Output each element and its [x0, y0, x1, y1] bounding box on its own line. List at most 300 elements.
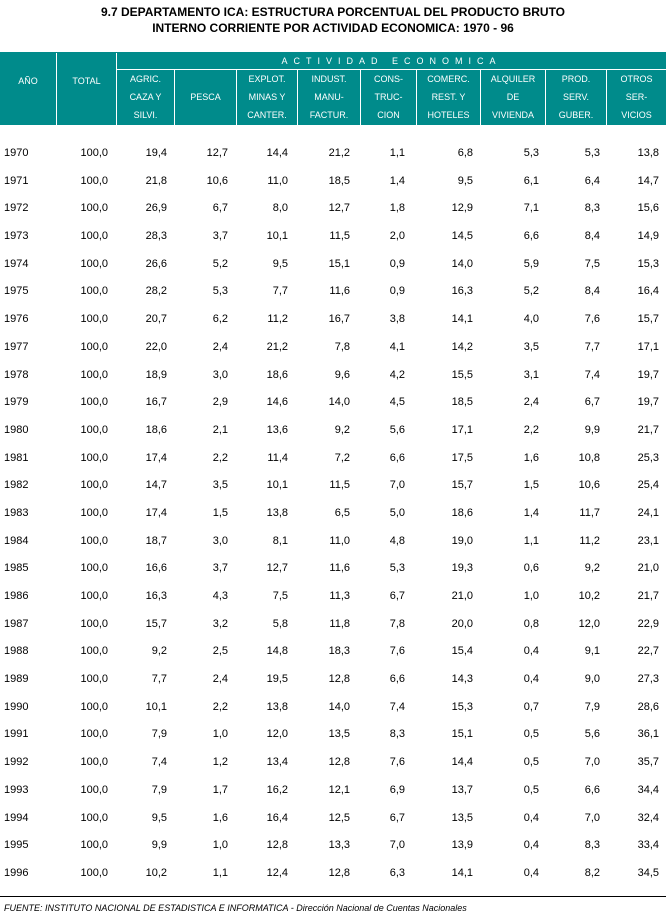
cell-indust: 11,6	[329, 285, 350, 298]
cell-alquiler: 3,5	[523, 340, 539, 353]
cell-comerc: 19,3	[451, 562, 473, 575]
cell-constr: 6,3	[389, 866, 405, 879]
table-row	[0, 416, 666, 444]
table-row	[0, 333, 666, 361]
cell-alquiler: 1,6	[523, 451, 539, 464]
cell-pesca: 5,2	[212, 257, 228, 270]
cell-otros: 14,9	[637, 230, 659, 243]
cell-agric: 9,2	[151, 645, 167, 658]
cell-indust: 12,1	[328, 783, 350, 796]
cell-prod: 11,2	[579, 534, 600, 547]
header-explot: EXPLOT. MINAS Y CANTER.	[247, 74, 287, 120]
cell-otros: 23,1	[637, 534, 659, 547]
cell-agric: 17,4	[145, 451, 167, 464]
table-row	[0, 444, 666, 472]
cell-alquiler: 6,1	[523, 174, 539, 187]
cell-prod: 7,7	[584, 340, 600, 353]
cell-total: 100,0	[80, 479, 108, 492]
cell-comerc: 13,9	[451, 839, 473, 852]
cell-total: 100,0	[80, 506, 108, 519]
cell-agric: 28,3	[145, 230, 167, 243]
cell-constr: 5,6	[389, 423, 405, 436]
table-row	[0, 250, 666, 278]
cell-constr: 7,6	[389, 645, 405, 658]
cell-comerc: 12,9	[451, 202, 473, 215]
cell-alquiler: 0,4	[523, 866, 539, 879]
cell-comerc: 14,1	[451, 313, 473, 326]
cell-constr: 7,6	[389, 756, 405, 769]
cell-total: 100,0	[80, 230, 108, 243]
cell-explot: 14,4	[266, 147, 288, 159]
cell-otros: 36,1	[637, 728, 659, 741]
cell-constr: 7,0	[389, 839, 405, 852]
table-title-line1: 9.7 DEPARTAMENTO ICA: ESTRUCTURA PORCENTUAL DEL PRODUCTO BRUTO	[100, 5, 566, 19]
table-row	[0, 610, 666, 638]
cell-otros: 15,6	[637, 202, 659, 215]
cell-constr: 6,7	[389, 590, 405, 602]
cell-alquiler: 0,4	[523, 673, 539, 686]
cell-comerc: 13,5	[451, 811, 473, 824]
cell-alquiler: 4,0	[523, 313, 539, 326]
cell-total: 100,0	[80, 756, 108, 769]
cell-year: 1974	[4, 257, 29, 270]
cell-year: 1996	[4, 866, 29, 879]
cell-otros: 25,4	[637, 479, 659, 492]
cell-agric: 19,4	[145, 147, 167, 159]
table-row	[0, 637, 666, 665]
cell-otros: 15,3	[637, 257, 659, 270]
table-row	[0, 471, 666, 499]
cell-agric: 16,7	[145, 396, 167, 409]
cell-explot: 11,2	[267, 313, 288, 326]
cell-prod: 10,6	[578, 479, 600, 492]
cell-year: 1973	[4, 230, 29, 243]
header-year: AÑO	[18, 76, 38, 86]
cell-pesca: 1,0	[212, 839, 228, 852]
cell-alquiler: 1,1	[523, 534, 539, 547]
cell-year: 1993	[4, 783, 29, 796]
cell-pesca: 1,6	[212, 811, 228, 824]
cell-pesca: 2,9	[212, 396, 228, 409]
cell-year: 1979	[4, 396, 29, 409]
cell-prod: 9,9	[584, 423, 600, 436]
cell-explot: 8,1	[272, 534, 288, 547]
cell-agric: 26,6	[145, 257, 167, 270]
cell-constr: 7,8	[389, 617, 405, 630]
cell-constr: 7,0	[389, 479, 405, 492]
cell-agric: 10,1	[145, 700, 167, 713]
footer-rule	[0, 896, 666, 897]
cell-total: 100,0	[80, 700, 108, 713]
header-activity-span: ACTIVIDAD ECONOMICA	[281, 56, 502, 66]
cell-explot: 12,0	[266, 728, 288, 741]
cell-alquiler: 0,5	[523, 756, 539, 769]
cell-year: 1970	[4, 147, 29, 159]
cell-comerc: 14,5	[451, 230, 473, 243]
cell-year: 1977	[4, 340, 29, 353]
cell-pesca: 5,3	[212, 285, 228, 298]
cell-prod: 6,6	[584, 783, 600, 796]
cell-indust: 12,7	[328, 202, 350, 215]
cell-otros: 25,3	[637, 451, 659, 464]
cell-constr: 1,4	[389, 174, 405, 187]
cell-pesca: 2,2	[212, 700, 228, 713]
cell-otros: 33,4	[637, 839, 659, 852]
cell-total: 100,0	[80, 645, 108, 658]
table-row	[0, 859, 666, 887]
cell-total: 100,0	[80, 783, 108, 796]
cell-comerc: 14,4	[451, 756, 473, 769]
table-row	[0, 831, 666, 859]
cell-prod: 7,0	[584, 811, 600, 824]
header-alquiler: ALQUILER DE VIVIENDA	[490, 74, 536, 120]
cell-total: 100,0	[80, 202, 108, 215]
cell-alquiler: 0,5	[523, 728, 539, 741]
table-row	[0, 748, 666, 776]
cell-total: 100,0	[80, 451, 108, 464]
cell-alquiler: 1,5	[523, 479, 539, 492]
cell-year: 1972	[4, 202, 29, 215]
cell-otros: 14,7	[637, 174, 659, 187]
cell-year: 1978	[4, 368, 29, 381]
cell-alquiler: 5,2	[523, 285, 539, 298]
cell-explot: 13,8	[266, 700, 288, 713]
cell-total: 100,0	[80, 617, 108, 630]
cell-pesca: 1,1	[212, 866, 228, 879]
cell-total: 100,0	[80, 839, 108, 852]
table-row	[0, 222, 666, 250]
cell-year: 1994	[4, 811, 29, 824]
cell-indust: 13,5	[328, 728, 350, 741]
cell-constr: 2,0	[389, 230, 405, 243]
cell-comerc: 15,1	[451, 728, 473, 741]
cell-comerc: 20,0	[451, 617, 473, 630]
cell-prod: 8,3	[584, 839, 600, 852]
cell-prod: 5,3	[584, 147, 600, 159]
cell-comerc: 14,2	[451, 340, 473, 353]
cell-comerc: 14,3	[451, 673, 473, 686]
cell-indust: 12,8	[328, 756, 350, 769]
header-indust: INDUST. MANU- FACTUR.	[309, 74, 349, 120]
cell-year: 1987	[4, 617, 29, 630]
header-agric: AGRIC. CAZA Y SILVI.	[129, 74, 162, 120]
cell-constr: 4,5	[389, 396, 405, 409]
table-row	[0, 804, 666, 832]
table-title-line2: INTERNO CORRIENTE POR ACTIVIDAD ECONOMICA: 1970 - 96	[152, 21, 514, 35]
cell-agric: 14,7	[145, 479, 167, 492]
cell-indust: 12,8	[328, 673, 350, 686]
cell-constr: 6,7	[389, 811, 405, 824]
cell-pesca: 2,4	[212, 340, 228, 353]
cell-pesca: 1,0	[212, 728, 228, 741]
cell-pesca: 2,1	[212, 423, 228, 436]
cell-comerc: 14,1	[451, 866, 473, 879]
cell-constr: 1,1	[389, 147, 405, 159]
header-comerc: COMERC. REST. Y HOTELES	[427, 74, 470, 120]
cell-prod: 7,6	[584, 313, 600, 326]
cell-alquiler: 1,4	[523, 506, 539, 519]
cell-prod: 6,4	[584, 174, 600, 187]
header-otros: OTROS SER- VICIOS	[620, 74, 653, 120]
cell-prod: 7,5	[584, 257, 600, 270]
cell-indust: 7,2	[334, 451, 350, 464]
cell-agric: 18,7	[145, 534, 167, 547]
cell-comerc: 15,3	[451, 700, 473, 713]
cell-comerc: 18,6	[451, 506, 473, 519]
cell-agric: 7,7	[151, 673, 167, 686]
cell-pesca: 1,2	[212, 756, 228, 769]
cell-indust: 7,8	[334, 340, 350, 353]
table-header	[0, 53, 666, 125]
cell-year: 1971	[4, 174, 29, 187]
cell-otros: 16,4	[637, 285, 659, 298]
cell-indust: 14,0	[328, 396, 350, 409]
cell-year: 1982	[4, 479, 29, 492]
cell-explot: 14,8	[266, 645, 288, 658]
cell-agric: 28,2	[145, 285, 167, 298]
cell-indust: 13,3	[328, 839, 350, 852]
cell-prod: 7,0	[584, 756, 600, 769]
cell-agric: 9,9	[151, 839, 167, 852]
cell-constr: 1,8	[389, 202, 405, 215]
header-prod: PROD. SERV. GUBER.	[558, 74, 594, 120]
cell-total: 100,0	[80, 866, 108, 879]
cell-explot: 7,7	[272, 285, 288, 298]
cell-comerc: 15,4	[451, 645, 473, 658]
cell-total: 100,0	[80, 811, 108, 824]
cell-explot: 8,0	[272, 202, 288, 215]
cell-indust: 16,7	[328, 313, 350, 326]
cell-agric: 15,7	[145, 617, 167, 630]
cell-constr: 6,6	[389, 673, 405, 686]
table-row	[0, 527, 666, 555]
cell-constr: 6,9	[389, 783, 405, 796]
cell-constr: 7,4	[389, 700, 405, 713]
cell-prod: 8,4	[584, 285, 600, 298]
cell-total: 100,0	[80, 534, 108, 547]
cell-prod: 12,0	[578, 617, 600, 630]
cell-prod: 9,1	[584, 645, 600, 658]
cell-explot: 14,6	[266, 396, 288, 409]
cell-comerc: 15,7	[451, 479, 473, 492]
cell-explot: 12,4	[266, 866, 288, 879]
cell-total: 100,0	[80, 257, 108, 270]
cell-total: 100,0	[80, 368, 108, 381]
cell-explot: 12,7	[266, 562, 288, 575]
cell-prod: 8,3	[584, 202, 600, 215]
cell-year: 1980	[4, 423, 29, 436]
cell-otros: 24,1	[637, 506, 659, 519]
cell-explot: 16,4	[266, 811, 288, 824]
cell-year: 1989	[4, 673, 29, 686]
table-row	[0, 554, 666, 582]
cell-alquiler: 0,4	[523, 839, 539, 852]
cell-comerc: 17,1	[451, 423, 473, 436]
cell-prod: 7,4	[584, 368, 600, 381]
cell-total: 100,0	[80, 423, 108, 436]
cell-indust: 21,2	[328, 147, 350, 159]
cell-explot: 11,0	[267, 174, 288, 187]
cell-otros: 19,7	[637, 396, 659, 409]
cell-year: 1990	[4, 700, 29, 713]
cell-alquiler: 2,2	[523, 423, 539, 436]
cell-constr: 3,8	[389, 313, 405, 326]
cell-prod: 10,2	[578, 590, 600, 602]
cell-otros: 17,1	[637, 340, 659, 353]
cell-indust: 12,5	[328, 811, 350, 824]
cell-agric: 26,9	[145, 202, 167, 215]
cell-indust: 6,5	[334, 506, 350, 519]
table-row	[0, 499, 666, 527]
cell-total: 100,0	[80, 396, 108, 409]
cell-year: 1976	[4, 313, 29, 326]
cell-total: 100,0	[80, 147, 108, 159]
cell-comerc: 14,0	[451, 257, 473, 270]
cell-year: 1975	[4, 285, 29, 298]
cell-pesca: 3,7	[212, 230, 228, 243]
cell-explot: 10,1	[266, 479, 288, 492]
cell-year: 1995	[4, 839, 29, 852]
cell-agric: 7,9	[151, 783, 167, 796]
cell-year: 1985	[4, 562, 29, 575]
source-note: FUENTE: INSTITUTO NACIONAL DE ESTADISTICA E INFORMATICA - Dirección Nacional de Cuentas Nacionales	[4, 903, 467, 913]
table-row	[0, 665, 666, 693]
cell-alquiler: 0,7	[523, 700, 539, 713]
cell-pesca: 6,7	[212, 202, 228, 215]
cell-total: 100,0	[80, 728, 108, 741]
cell-prod: 11,7	[579, 506, 600, 519]
cell-explot: 9,5	[272, 257, 288, 270]
cell-total: 100,0	[80, 590, 108, 602]
cell-indust: 18,5	[328, 174, 350, 187]
cell-year: 1983	[4, 506, 29, 519]
cell-total: 100,0	[80, 562, 108, 575]
header-constr: CONS- TRUC- CION	[374, 74, 403, 120]
cell-alquiler: 6,6	[523, 230, 539, 243]
cell-explot: 19,5	[266, 673, 288, 686]
cell-alquiler: 7,1	[523, 202, 539, 215]
cell-comerc: 19,0	[451, 534, 473, 547]
cell-otros: 34,4	[637, 783, 659, 796]
cell-explot: 16,2	[266, 783, 288, 796]
cell-otros: 22,7	[637, 645, 659, 658]
cell-alquiler: 3,1	[523, 368, 539, 381]
cell-pesca: 1,5	[212, 506, 228, 519]
cell-agric: 9,5	[151, 811, 167, 824]
cell-constr: 0,9	[389, 257, 405, 270]
cell-pesca: 2,2	[212, 451, 228, 464]
cell-alquiler: 0,5	[523, 783, 539, 796]
cell-agric: 7,4	[151, 756, 167, 769]
cell-indust: 11,0	[329, 534, 350, 547]
cell-indust: 9,2	[334, 423, 350, 436]
cell-otros: 27,3	[637, 673, 659, 686]
cell-explot: 5,8	[272, 617, 288, 630]
cell-otros: 34,5	[637, 866, 659, 879]
table-body	[0, 139, 666, 887]
cell-alquiler: 0,4	[523, 811, 539, 824]
cell-indust: 11,5	[329, 230, 350, 243]
cell-year: 1984	[4, 534, 29, 547]
cell-prod: 8,4	[584, 230, 600, 243]
table-row	[0, 720, 666, 748]
cell-explot: 12,8	[266, 839, 288, 852]
cell-agric: 7,9	[151, 728, 167, 741]
cell-comerc: 17,5	[451, 451, 473, 464]
table-row	[0, 388, 666, 416]
table-row	[0, 167, 666, 195]
cell-pesca: 3,7	[212, 562, 228, 575]
table-row	[0, 277, 666, 305]
cell-prod: 9,2	[584, 562, 600, 575]
cell-agric: 21,8	[145, 174, 167, 187]
cell-alquiler: 5,3	[523, 147, 539, 159]
cell-pesca: 3,2	[212, 617, 228, 630]
cell-constr: 4,1	[389, 340, 405, 353]
cell-total: 100,0	[80, 174, 108, 187]
cell-agric: 16,6	[145, 562, 167, 575]
cell-otros: 13,8	[637, 147, 659, 159]
cell-agric: 18,6	[145, 423, 167, 436]
cell-total: 100,0	[80, 285, 108, 298]
cell-constr: 4,2	[389, 368, 405, 381]
cell-agric: 10,2	[145, 866, 167, 879]
cell-comerc: 21,0	[451, 590, 473, 602]
cell-indust: 11,5	[329, 479, 350, 492]
cell-explot: 18,6	[266, 368, 288, 381]
cell-alquiler: 0,6	[523, 562, 539, 575]
cell-prod: 6,7	[584, 396, 600, 409]
cell-otros: 28,6	[637, 700, 659, 713]
cell-indust: 11,3	[329, 590, 350, 602]
cell-prod: 8,2	[584, 866, 600, 879]
cell-otros: 35,7	[637, 756, 659, 769]
cell-explot: 7,5	[272, 590, 288, 602]
cell-otros: 22,9	[637, 617, 659, 630]
cell-explot: 13,8	[266, 506, 288, 519]
cell-indust: 9,6	[334, 368, 350, 381]
cell-otros: 19,7	[637, 368, 659, 381]
cell-pesca: 12,7	[206, 147, 228, 159]
cell-pesca: 6,2	[212, 313, 228, 326]
table-row	[0, 776, 666, 804]
cell-indust: 12,8	[328, 866, 350, 879]
cell-indust: 18,3	[328, 645, 350, 658]
cell-pesca: 3,0	[212, 368, 228, 381]
cell-constr: 0,9	[389, 285, 405, 298]
cell-indust: 14,0	[328, 700, 350, 713]
cell-agric: 22,0	[145, 340, 167, 353]
cell-year: 1988	[4, 645, 29, 658]
cell-otros: 21,7	[637, 590, 659, 602]
cell-explot: 11,4	[267, 451, 288, 464]
cell-agric: 20,7	[145, 313, 167, 326]
table-row	[0, 305, 666, 333]
cell-otros: 21,0	[637, 562, 659, 575]
cell-otros: 15,7	[637, 313, 659, 326]
cell-constr: 5,3	[389, 562, 405, 575]
header-pesca: PESCA	[190, 92, 221, 102]
cell-indust: 11,6	[329, 562, 350, 575]
cell-otros: 21,7	[637, 423, 659, 436]
cell-comerc: 16,3	[451, 285, 473, 298]
cell-prod: 5,6	[584, 728, 600, 741]
cell-year: 1991	[4, 728, 29, 741]
cell-constr: 8,3	[389, 728, 405, 741]
table-row	[0, 582, 666, 610]
cell-comerc: 6,8	[457, 147, 473, 159]
cell-explot: 13,4	[266, 756, 288, 769]
